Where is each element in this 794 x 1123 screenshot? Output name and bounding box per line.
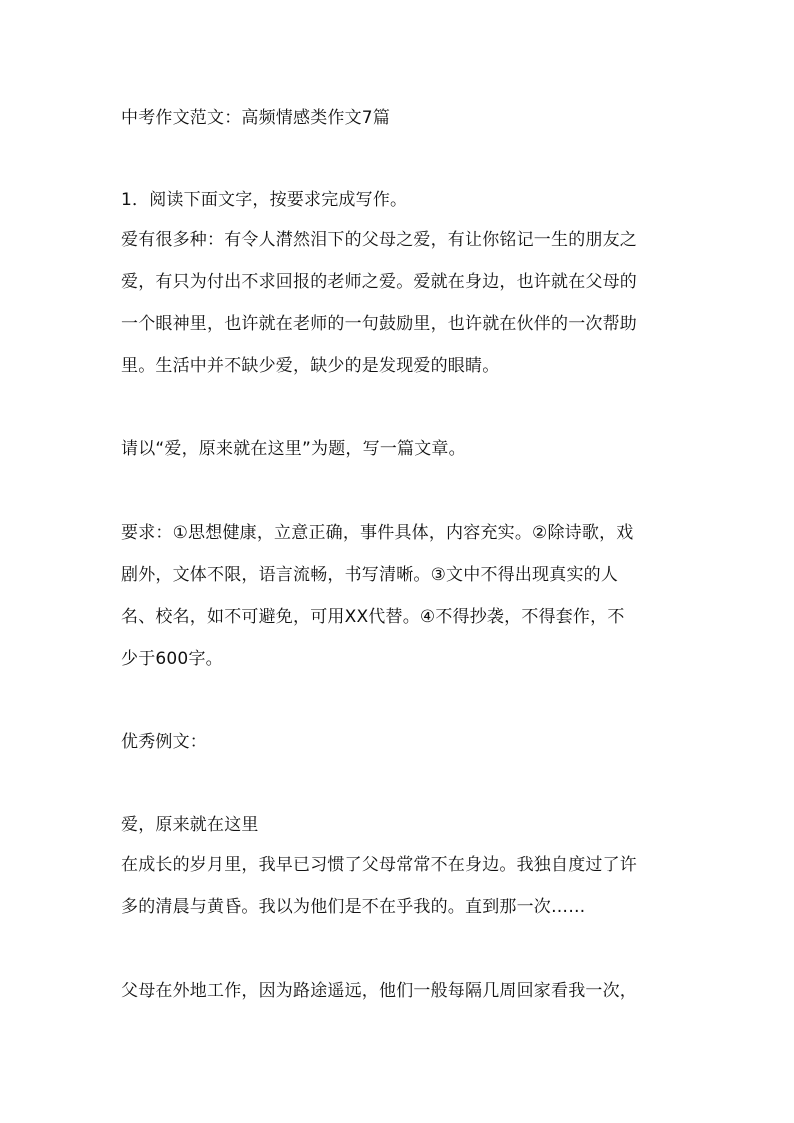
essay-line: 在成长的岁月里，我早已习惯了父母常常不在身边。我独自度过了许 — [121, 855, 637, 875]
passage-line: 爱，有只为付出不求回报的老师之爱。爱就在身边，也许就在父母的 — [121, 272, 637, 292]
writing-prompt: 请以“爱，原来就在这里”为题，写一篇文章。 — [121, 439, 466, 459]
requirement-line: 要求：①思想健康，立意正确，事件具体，内容充实。②除诗歌，戏 — [121, 523, 634, 543]
requirement-line: 剧外，文体不限，语言流畅，书写清晰。③文中不得出现真实的人 — [121, 565, 619, 585]
essay-line: 多的清晨与黄昏。我以为他们是不在乎我的。直到那一次…… — [121, 897, 586, 917]
requirement-line: 少于600字。 — [121, 649, 223, 669]
essay-title: 爱，原来就在这里 — [121, 815, 259, 835]
passage-line: 一个眼神里，也许就在老师的一句鼓励里，也许就在伙伴的一次帮助 — [121, 314, 637, 334]
document-title: 中考作文范文：高频情感类作文7篇 — [121, 108, 391, 128]
passage-line: 里。生活中并不缺少爱，缺少的是发现爱的眼睛。 — [121, 356, 500, 376]
essay-line: 父母在外地工作，因为路途遥远，他们一般每隔几周回家看我一次， — [121, 981, 637, 1001]
passage-line: 爱有很多种：有令人潸然泪下的父母之爱，有让你铭记一生的朋友之 — [121, 230, 637, 250]
example-label: 优秀例文： — [121, 732, 207, 752]
question-heading: 1．阅读下面文字，按要求完成写作。 — [121, 190, 408, 210]
requirement-line: 名、校名，如不可避免，可用XX代替。④不得抄袭，不得套作，不 — [121, 607, 625, 627]
